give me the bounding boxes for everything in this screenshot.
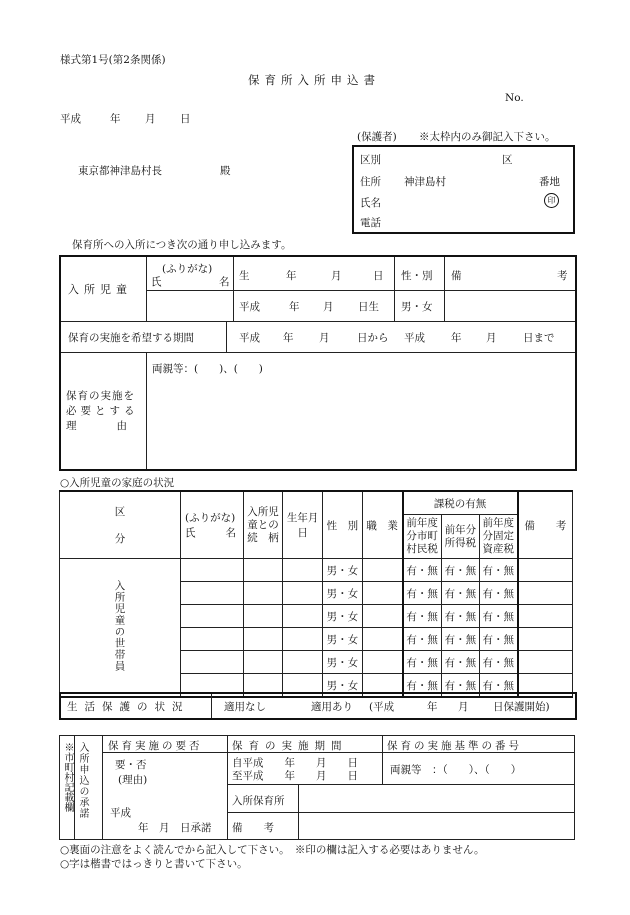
member-remarks-cell[interactable] bbox=[518, 628, 573, 651]
child-gender-choice[interactable]: 男・女 bbox=[401, 301, 433, 313]
tax-income-header bbox=[441, 515, 479, 559]
divider bbox=[226, 321, 227, 352]
reason-parents: 両親等：( )、( ) bbox=[152, 363, 263, 375]
member-tax-income-cell[interactable]: 有・無 bbox=[441, 651, 479, 674]
member-gender-cell[interactable]: 男・女 bbox=[322, 628, 362, 651]
member-name-cell[interactable] bbox=[181, 559, 244, 582]
date-year: 年 bbox=[110, 113, 121, 125]
period-to-year: 年 bbox=[451, 332, 462, 344]
need-choice[interactable]: 要・否 bbox=[115, 759, 147, 771]
phone-label: 電話 bbox=[360, 217, 381, 229]
reason-line-3 bbox=[66, 419, 139, 434]
reason-char-1: 理 bbox=[66, 420, 77, 432]
occupation-header: 職 業 bbox=[362, 491, 402, 559]
period-label: 保育の実施を希望する期間 bbox=[68, 332, 194, 344]
intro-text: 保育所への入所につき次の通り申し込みます。 bbox=[72, 239, 292, 251]
seal-icon: 印 bbox=[544, 193, 559, 208]
category-header bbox=[60, 491, 181, 559]
divider bbox=[394, 257, 395, 321]
child-name-field[interactable] bbox=[148, 292, 231, 319]
date-era: 平成 bbox=[60, 113, 81, 125]
member-tax-municipal-cell[interactable]: 有・無 bbox=[403, 605, 442, 628]
period-from-year: 年 bbox=[283, 332, 294, 344]
gender-header: 性 別 bbox=[322, 491, 362, 559]
name-header bbox=[181, 491, 244, 559]
child-name-label: 氏 bbox=[151, 276, 162, 288]
member-occupation-cell[interactable] bbox=[362, 605, 402, 628]
birthdate-header: 生年月日 bbox=[283, 491, 322, 559]
member-relation-cell[interactable] bbox=[243, 559, 283, 582]
member-relation-cell[interactable] bbox=[243, 628, 283, 651]
tax-property-line-3: 資産税 bbox=[482, 543, 515, 555]
member-gender-cell[interactable]: 男・女 bbox=[322, 651, 362, 674]
page-title: 保育所入所申込書 bbox=[248, 73, 380, 87]
need-reason-label: (理由) bbox=[118, 774, 148, 786]
period-to[interactable]: 至平成 年 月 日 bbox=[232, 770, 358, 782]
reason-label bbox=[66, 389, 139, 434]
member-gender-cell[interactable]: 男・女 bbox=[322, 582, 362, 605]
guardian-label: (保護者) bbox=[357, 131, 397, 143]
furigana-label: (ふりがな) bbox=[162, 263, 213, 275]
member-tax-municipal-cell[interactable]: 有・無 bbox=[403, 628, 442, 651]
divider bbox=[61, 321, 575, 322]
welfare-year: 年 bbox=[427, 701, 438, 713]
address-label: 住所 bbox=[360, 176, 381, 188]
district-suffix: 区 bbox=[502, 154, 513, 166]
address-field[interactable] bbox=[454, 171, 536, 187]
facility-field[interactable] bbox=[300, 786, 570, 810]
name-header-char-1: 氏 bbox=[185, 527, 196, 539]
member-gender-cell[interactable]: 男・女 bbox=[322, 559, 362, 582]
child-section-label: 入所児童 bbox=[68, 283, 132, 296]
child-name-label-2: 名 bbox=[219, 276, 230, 288]
footer-note-1: ○裏面の注意をよく読んでから記入して下さい。 ※印の欄は記入する必要はありません。 bbox=[60, 844, 485, 856]
member-birthdate-cell[interactable] bbox=[283, 559, 322, 582]
footer-note-2: ○字は楷書ではっきりと書いて下さい。 bbox=[60, 858, 248, 870]
family-heading: ○入所児童の家庭の状況 bbox=[60, 477, 175, 489]
period-from-era: 平成 bbox=[239, 332, 260, 344]
member-occupation-cell[interactable] bbox=[362, 559, 402, 582]
member-tax-income-cell[interactable]: 有・無 bbox=[441, 605, 479, 628]
relation-line-1: 入所児 bbox=[247, 505, 279, 518]
member-tax-property-cell[interactable]: 有・無 bbox=[479, 674, 517, 698]
approval-side-label: 入所申込の承諾 bbox=[77, 742, 88, 819]
divider bbox=[74, 736, 75, 839]
member-occupation-cell[interactable] bbox=[362, 582, 402, 605]
approval-era: 平成 bbox=[110, 807, 131, 819]
divider bbox=[233, 257, 234, 321]
tax-group-header: 課税の有無 bbox=[403, 491, 518, 515]
basis-header: 保育の実施基準の番号 bbox=[387, 740, 522, 752]
member-birthdate-cell[interactable] bbox=[283, 605, 322, 628]
birth-row-year: 年 bbox=[289, 301, 300, 313]
divider bbox=[227, 812, 574, 813]
member-tax-property-cell[interactable]: 有・無 bbox=[479, 605, 517, 628]
remarks-label: 備 bbox=[451, 270, 462, 282]
phone-field[interactable] bbox=[394, 212, 564, 228]
date-day: 日 bbox=[180, 113, 191, 125]
member-tax-income-cell[interactable]: 有・無 bbox=[441, 582, 479, 605]
facility-label: 入所保育所 bbox=[232, 795, 285, 807]
member-name-cell[interactable] bbox=[181, 582, 244, 605]
member-name-cell[interactable] bbox=[181, 628, 244, 651]
municipality-use-box bbox=[59, 735, 575, 840]
welfare-label: 生活保護の状況 bbox=[67, 701, 190, 713]
member-relation-cell[interactable] bbox=[243, 605, 283, 628]
relation-line-2: 童との bbox=[247, 518, 279, 531]
office-side-label: ※市町村記載欄 bbox=[62, 742, 73, 812]
member-tax-municipal-cell[interactable]: 有・無 bbox=[403, 651, 442, 674]
member-remarks-cell[interactable] bbox=[518, 651, 573, 674]
member-remarks-cell[interactable] bbox=[518, 582, 573, 605]
tax-income-line-1: 前年分 bbox=[444, 523, 477, 536]
household-side-label bbox=[60, 559, 181, 698]
office-remarks-label: 備 考 bbox=[232, 822, 274, 834]
period-to-month: 月 bbox=[486, 332, 497, 344]
tax-municipal-line-2: 分市町 bbox=[406, 530, 438, 542]
name-label: 氏名 bbox=[360, 197, 381, 209]
divider bbox=[146, 352, 147, 469]
birth-year-label: 年 bbox=[286, 270, 297, 282]
tax-municipal-line-3: 村民税 bbox=[406, 543, 438, 555]
member-birthdate-cell[interactable] bbox=[283, 582, 322, 605]
tax-municipal-header bbox=[403, 515, 442, 559]
reason-char-2: 由 bbox=[116, 420, 127, 432]
address-suffix: 番地 bbox=[539, 176, 560, 188]
tax-property-header bbox=[479, 515, 517, 559]
address-value: 神津島村 bbox=[404, 176, 446, 188]
name-furigana-label: (ふりがな) bbox=[185, 512, 236, 524]
member-tax-municipal-cell[interactable]: 有・無 bbox=[403, 559, 442, 582]
member-tax-income-cell[interactable]: 有・無 bbox=[441, 559, 479, 582]
member-occupation-cell[interactable] bbox=[362, 628, 402, 651]
date-month: 月 bbox=[145, 113, 156, 125]
child-remarks-field[interactable] bbox=[446, 292, 573, 319]
welfare-month: 月 bbox=[458, 701, 469, 713]
district-label: 区別 bbox=[360, 154, 381, 166]
birth-row-month: 月 bbox=[323, 301, 334, 313]
member-tax-income-cell[interactable]: 有・無 bbox=[441, 628, 479, 651]
member-gender-cell[interactable]: 男・女 bbox=[322, 674, 362, 698]
birth-day-label: 日 bbox=[373, 270, 384, 282]
relation-header bbox=[243, 491, 283, 559]
birth-month-label: 月 bbox=[331, 270, 342, 282]
number-label: No. bbox=[505, 92, 524, 104]
member-occupation-cell[interactable] bbox=[362, 651, 402, 674]
tax-property-line-2: 分固定 bbox=[482, 530, 515, 542]
member-birthdate-cell[interactable] bbox=[283, 651, 322, 674]
office-remarks-field[interactable] bbox=[300, 814, 570, 837]
tax-income-line-2: 所得税 bbox=[444, 536, 477, 549]
member-tax-property-cell[interactable]: 有・無 bbox=[479, 651, 517, 674]
guardian-note: ※太枠内のみ御記入下さい。 bbox=[419, 131, 556, 143]
period-to-era: 平成 bbox=[404, 332, 425, 344]
divider bbox=[61, 352, 575, 353]
member-remarks-cell[interactable] bbox=[518, 559, 573, 582]
addressee: 東京都神津島村長 bbox=[78, 165, 162, 177]
member-relation-cell[interactable] bbox=[243, 651, 283, 674]
welfare-none-option[interactable]: 適用なし bbox=[224, 701, 266, 713]
welfare-era: (平成 bbox=[369, 701, 395, 713]
reason-line-2: 必要とする bbox=[66, 405, 139, 417]
reason-line-1: 保育の実施を bbox=[66, 390, 135, 402]
period-header: 保育の実施期間 bbox=[232, 740, 348, 752]
period-from[interactable]: 自平成 年 月 日 bbox=[232, 757, 358, 769]
divider bbox=[211, 694, 212, 718]
period-to-day: 日まで bbox=[523, 332, 555, 344]
member-relation-cell[interactable] bbox=[243, 582, 283, 605]
birth-label: 生 bbox=[239, 270, 250, 282]
gender-label: 性・別 bbox=[401, 270, 433, 282]
member-gender-cell[interactable]: 男・女 bbox=[322, 605, 362, 628]
child-application-table bbox=[59, 255, 577, 471]
basis-value[interactable]: 両親等 ：（ ）、（ ） bbox=[390, 764, 522, 776]
form-number: 様式第1号(第2条関係) bbox=[60, 54, 166, 66]
member-birthdate-cell[interactable] bbox=[283, 628, 322, 651]
divider bbox=[146, 257, 147, 321]
member-name-cell[interactable] bbox=[181, 651, 244, 674]
family-table bbox=[59, 490, 573, 698]
reason-field[interactable] bbox=[149, 377, 571, 465]
honorific: 殿 bbox=[220, 165, 231, 177]
member-tax-property-cell[interactable]: 有・無 bbox=[479, 559, 517, 582]
divider bbox=[227, 784, 574, 785]
relation-line-3: 続 柄 bbox=[247, 531, 279, 544]
name-header-char-2: 名 bbox=[225, 527, 236, 539]
welfare-status-row bbox=[59, 692, 577, 720]
member-tax-property-cell[interactable]: 有・無 bbox=[479, 628, 517, 651]
category-char-2: 分 bbox=[114, 533, 126, 545]
birth-era: 平成 bbox=[239, 301, 260, 313]
tax-property-line-1: 前年度 bbox=[482, 517, 515, 529]
household-side-text: 入所児童の世帯員 bbox=[113, 580, 126, 672]
period-from-month: 月 bbox=[319, 332, 330, 344]
applicant-box bbox=[352, 145, 575, 234]
guardian-name-field[interactable] bbox=[394, 192, 539, 208]
tax-municipal-line-1: 前年度 bbox=[406, 517, 438, 529]
divider bbox=[146, 290, 575, 291]
divider bbox=[382, 736, 383, 784]
category-char-1: 区 bbox=[114, 506, 126, 518]
district-field[interactable] bbox=[394, 149, 564, 165]
birth-row-day: 日生 bbox=[358, 301, 379, 313]
remarks-label-2: 考 bbox=[557, 270, 568, 282]
family-remarks-header: 備 考 bbox=[518, 491, 573, 559]
welfare-day: 日保護開始) bbox=[493, 701, 550, 713]
approval-date[interactable]: 年 月 日承諾 bbox=[138, 822, 212, 834]
member-tax-property-cell[interactable]: 有・無 bbox=[479, 582, 517, 605]
welfare-applied-option[interactable]: 適用あり bbox=[311, 701, 353, 713]
divider bbox=[298, 784, 299, 839]
member-tax-income-cell[interactable]: 有・無 bbox=[441, 674, 479, 698]
member-tax-municipal-cell[interactable]: 有・無 bbox=[403, 674, 442, 698]
need-header: 保育実施の要否 bbox=[108, 740, 203, 752]
member-remarks-cell[interactable] bbox=[518, 605, 573, 628]
member-name-cell[interactable] bbox=[181, 605, 244, 628]
member-tax-municipal-cell[interactable]: 有・無 bbox=[403, 582, 442, 605]
divider bbox=[444, 257, 445, 321]
table-row bbox=[60, 559, 573, 582]
period-from-day: 日から bbox=[357, 332, 389, 344]
